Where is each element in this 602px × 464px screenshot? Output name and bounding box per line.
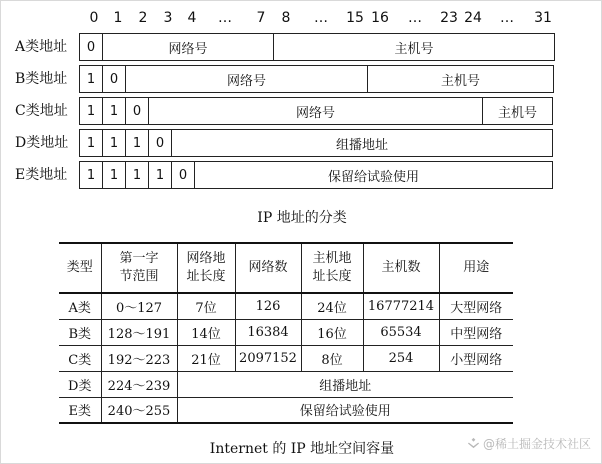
bit-number: 16 <box>371 10 389 26</box>
column-header: 网络数 <box>235 243 301 293</box>
table-cell: 0～127 <box>101 293 177 319</box>
column-header: 用途 <box>439 243 513 293</box>
bit-number: 7 <box>256 10 266 26</box>
watermark <box>467 435 591 452</box>
table-caption: Internet 的 IP 地址空间容量 <box>209 441 395 457</box>
table-cell: 16777214 <box>363 293 439 319</box>
watermark-text: @稀土掘金技术社区 <box>482 437 591 451</box>
network-field: 网络号 <box>102 33 274 61</box>
table-cell: 中型网络 <box>439 319 513 345</box>
multicast-field: 组播地址 <box>171 129 553 157</box>
class-e-label: E类地址 <box>15 167 68 183</box>
table-cell: 65534 <box>363 319 439 345</box>
bit-cell: 0 <box>148 129 172 157</box>
network-field: 网络号 <box>148 97 483 125</box>
table-cell: 7位 <box>177 293 235 319</box>
table-header-row <box>59 243 513 293</box>
bit-number: 2 <box>138 10 148 26</box>
table-cell: 16384 <box>235 319 301 345</box>
table-cell: D类 <box>59 371 101 397</box>
bit-cell: 0 <box>79 33 103 61</box>
network-field: 网络号 <box>125 65 368 93</box>
bit-number: 1 <box>113 10 123 26</box>
table-cell: C类 <box>59 345 101 371</box>
bit-number: 8 <box>281 10 291 26</box>
column-header: 主机数 <box>363 243 439 293</box>
bit-cell: 1 <box>79 97 103 125</box>
bit-number: 15 <box>346 10 364 26</box>
class-c-row <box>79 97 553 125</box>
class-b-row <box>79 65 554 93</box>
ip-capacity-table <box>59 242 513 424</box>
bit-ellipsis: … <box>314 10 328 26</box>
table-row <box>59 371 513 397</box>
class-d-row <box>79 129 553 157</box>
class-e-row <box>79 161 553 189</box>
bit-cell: 1 <box>79 161 103 189</box>
class-a-label: A类地址 <box>15 39 68 55</box>
column-header: 第一字 节范围 <box>101 243 177 293</box>
table-cell: 192～223 <box>101 345 177 371</box>
bit-cell: 1 <box>79 129 103 157</box>
table-cell: 240～255 <box>101 397 177 423</box>
bit-cell: 1 <box>102 97 126 125</box>
bit-cell: 1 <box>79 65 103 93</box>
class-c-label: C类地址 <box>15 103 68 119</box>
bit-cell: 0 <box>171 161 195 189</box>
table-cell: 14位 <box>177 319 235 345</box>
table-cell: E类 <box>59 397 101 423</box>
table-row <box>59 293 513 319</box>
host-field: 主机号 <box>367 65 554 93</box>
bit-ellipsis: … <box>218 10 232 26</box>
table-cell-merged: 保留给试验使用 <box>177 397 513 423</box>
bit-cell: 1 <box>125 129 149 157</box>
bit-ellipsis: … <box>500 10 514 26</box>
bit-ellipsis: … <box>408 10 422 26</box>
diagram-caption: IP 地址的分类 <box>257 210 347 226</box>
host-field: 主机号 <box>273 33 555 61</box>
bit-number: 24 <box>464 10 482 26</box>
table-cell: B类 <box>59 319 101 345</box>
table-cell-merged: 组播地址 <box>177 371 513 397</box>
bit-cell: 1 <box>148 161 172 189</box>
table-cell: 8位 <box>301 345 363 371</box>
table-cell: 24位 <box>301 293 363 319</box>
bit-number: 3 <box>163 10 173 26</box>
class-b-label: B类地址 <box>15 71 68 87</box>
bit-cell: 1 <box>102 161 126 189</box>
bit-cell: 0 <box>102 65 126 93</box>
table-cell: 224～239 <box>101 371 177 397</box>
column-header: 类型 <box>59 243 101 293</box>
table-cell: A类 <box>59 293 101 319</box>
bit-number: 31 <box>534 10 552 26</box>
table-row <box>59 397 513 423</box>
column-header: 网络地 址长度 <box>177 243 235 293</box>
table-cell: 小型网络 <box>439 345 513 371</box>
table-cell: 大型网络 <box>439 293 513 319</box>
bit-number: 0 <box>89 10 99 26</box>
class-a-row <box>79 33 555 61</box>
bit-number: 23 <box>440 10 458 26</box>
table-cell: 126 <box>235 293 301 319</box>
juejin-logo-icon <box>467 437 480 450</box>
bit-number: 4 <box>187 10 197 26</box>
table-cell: 16位 <box>301 319 363 345</box>
bit-cell: 1 <box>102 129 126 157</box>
table-row <box>59 345 513 371</box>
table-cell: 2097152 <box>235 345 301 371</box>
host-field: 主机号 <box>482 97 553 125</box>
bit-cell: 1 <box>125 161 149 189</box>
table-row <box>59 319 513 345</box>
table-cell: 254 <box>363 345 439 371</box>
reserved-field: 保留给试验使用 <box>194 161 553 189</box>
table-cell: 21位 <box>177 345 235 371</box>
bit-cell: 0 <box>125 97 149 125</box>
column-header: 主机地 址长度 <box>301 243 363 293</box>
table-cell: 128～191 <box>101 319 177 345</box>
class-d-label: D类地址 <box>15 135 69 151</box>
